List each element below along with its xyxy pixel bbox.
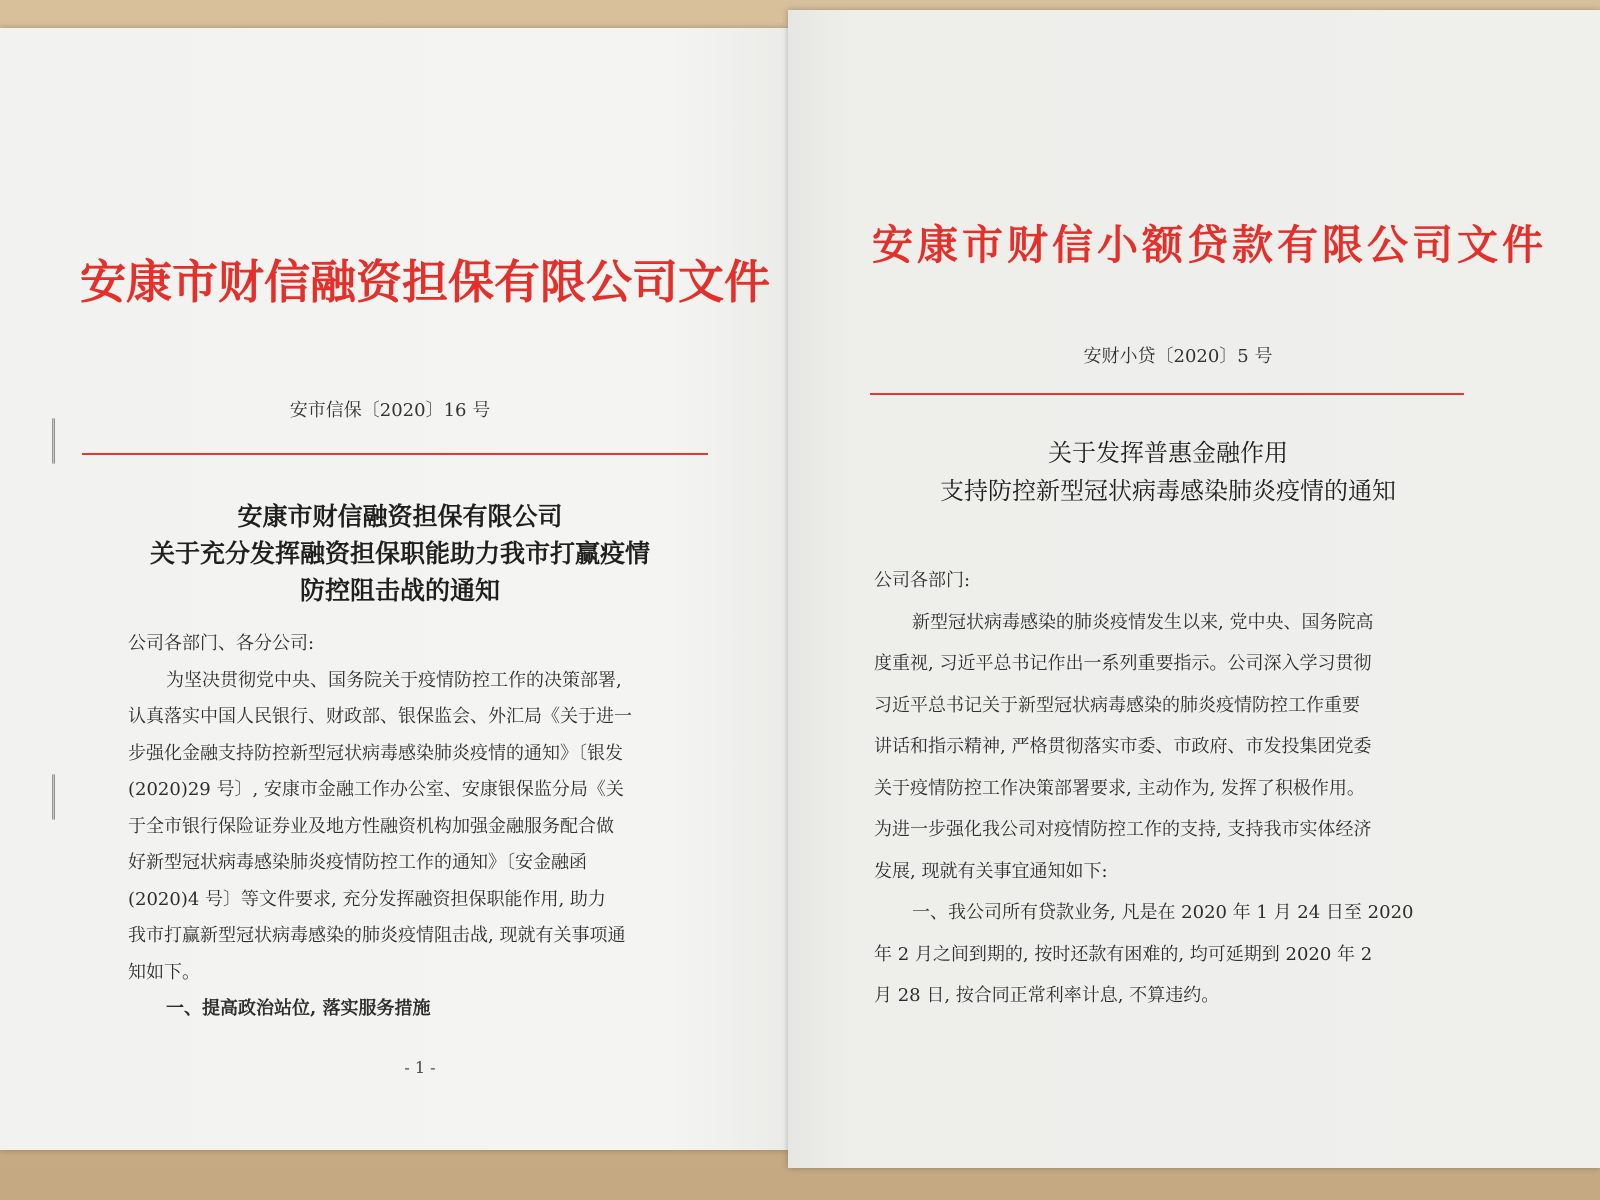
left-body-line: 于全市银行保险证券业及地方性融资机构加强金融服务配合做 xyxy=(128,815,614,837)
right-body-line: 新型冠状病毒感染的肺炎疫情发生以来, 党中央、国务院高 xyxy=(912,611,1374,633)
left-notice-title xyxy=(100,498,700,609)
left-body-line: (2020)4 号〕等文件要求, 充分发挥融资担保职能作用, 助力 xyxy=(128,888,606,910)
right-document-number: 安财小贷〔2020〕5 号 xyxy=(1083,346,1273,367)
left-body-line: 为坚决贯彻党中央、国务院关于疫情防控工作的决策部署, xyxy=(166,669,622,691)
left-body-line: 知如下。 xyxy=(128,961,200,983)
right-body-line: 发展, 现就有关事宜通知如下: xyxy=(874,860,1108,882)
right-title-line-2: 支持防控新型冠状病毒感染肺炎疫情的通知 xyxy=(940,477,1396,505)
left-red-letterhead: 安康市财信融资担保有限公司文件 xyxy=(80,255,770,309)
staple-bottom xyxy=(52,774,55,820)
left-body xyxy=(128,626,728,1028)
left-body-line: 认真落实中国人民银行、财政部、银保监会、外汇局《关于进一 xyxy=(128,706,632,727)
left-title-line-3: 防控阻击战的通知 xyxy=(299,576,500,605)
right-body-line: 关于疫情防控工作决策部署要求, 主动作为, 发挥了积极作用。 xyxy=(874,777,1365,799)
right-salutation: 公司各部门: xyxy=(874,570,971,591)
left-body-line: 好新型冠状病毒感染肺炎疫情防控工作的通知》〔安金融函 xyxy=(128,852,587,873)
right-body-line: 度重视, 习近平总书记作出一系列重要指示。公司深入学习贯彻 xyxy=(874,653,1372,674)
right-body-line: 习近平总书记关于新型冠状病毒感染的肺炎疫情防控工作重要 xyxy=(874,694,1360,716)
right-document-page xyxy=(788,10,1600,1168)
right-title-line-1: 关于发挥普惠金融作用 xyxy=(1048,439,1288,467)
left-salutation: 公司各部门、各分公司: xyxy=(128,633,315,654)
right-body-line: 讲话和指示精神, 严格贯彻落实市委、市政府、市发投集团党委 xyxy=(874,736,1372,757)
right-body-line: 月 28 日, 按合同正常利率计息, 不算违约。 xyxy=(874,985,1220,1006)
right-red-letterhead: 安康市财信小额贷款有限公司文件 xyxy=(872,221,1547,269)
staple-top xyxy=(52,418,55,464)
left-page-number: - 1 - xyxy=(404,1058,436,1077)
right-body-line: 为进一步强化我公司对疫情防控工作的支持, 支持我市实体经济 xyxy=(874,819,1372,840)
left-red-divider xyxy=(82,453,708,455)
right-body xyxy=(874,560,1494,1017)
right-notice-title xyxy=(868,434,1468,510)
left-title-line-2: 关于充分发挥融资担保职能助力我市打赢疫情 xyxy=(149,539,650,568)
right-body-line: 一、我公司所有贷款业务, 凡是在 2020 年 1 月 24 日至 2020 xyxy=(912,902,1414,923)
left-document-number: 安市信保〔2020〕16 号 xyxy=(289,400,491,421)
left-body-line: 步强化金融支持防控新型冠状病毒感染肺炎疫情的通知》〔银发 xyxy=(128,742,623,764)
left-section-heading: 一、提高政治站位, 落实服务措施 xyxy=(166,998,431,1019)
left-body-line: (2020)29 号〕, 安康市金融工作办公室、安康银保监分局《关 xyxy=(128,779,624,800)
left-document-page xyxy=(0,28,788,1150)
left-body-line: 我市打赢新型冠状病毒感染的肺炎疫情阻击战, 现就有关事项通 xyxy=(128,925,626,946)
right-red-divider xyxy=(870,393,1464,395)
right-body-line: 年 2 月之间到期的, 按时还款有困难的, 均可延期到 2020 年 2 xyxy=(874,943,1373,965)
left-title-line-1: 安康市财信融资担保有限公司 xyxy=(237,502,563,531)
